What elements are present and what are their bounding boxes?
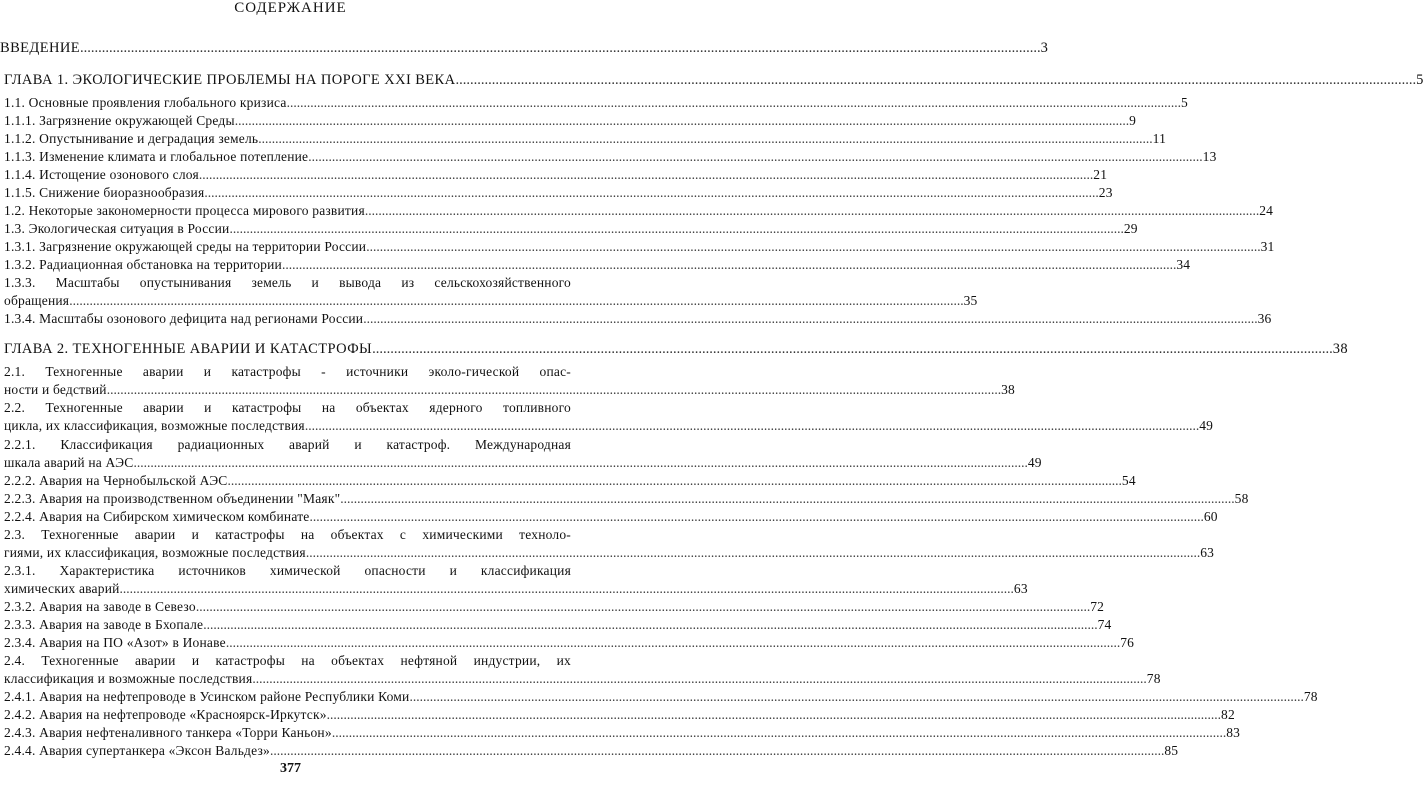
toc-entry-page: 36 bbox=[1257, 311, 1272, 326]
toc-entry-page: 49 bbox=[1027, 455, 1042, 470]
toc-entry bbox=[4, 382, 1015, 398]
leader-dots bbox=[340, 491, 1234, 507]
toc-entry-title: 1.1.5. Снижение биоразнообразия bbox=[4, 185, 205, 200]
leader-dots bbox=[199, 167, 1093, 183]
toc-entry-title: 2.4.4. Авария супертанкера «Эксон Вальдез» bbox=[4, 743, 270, 758]
toc-entry-page: 74 bbox=[1097, 617, 1112, 632]
toc-entry-title: 2.4.2. Авария на нефтепроводе «Красноярск-Иркутск» bbox=[4, 707, 327, 722]
toc-entry-page: 21 bbox=[1093, 167, 1108, 182]
toc-entry-page: 38 bbox=[1001, 382, 1015, 397]
leader-dots bbox=[455, 72, 1416, 89]
leader-dots bbox=[270, 743, 1164, 759]
toc-entry bbox=[4, 113, 1137, 129]
toc-entry bbox=[4, 95, 1188, 111]
toc-entry-title: 2.2.4. Авария на Сибирском химическом комбинате bbox=[4, 509, 310, 524]
toc-entry bbox=[4, 617, 1112, 633]
toc-entry-title: 1.3.4. Масштабы озонового дефицита над регионами России bbox=[4, 311, 364, 326]
leader-dots bbox=[235, 113, 1129, 129]
toc-entry bbox=[4, 455, 1042, 471]
toc-entry bbox=[4, 239, 1275, 255]
toc-entry bbox=[4, 131, 1167, 147]
leader-dots bbox=[306, 545, 1200, 561]
toc-entry bbox=[4, 635, 1135, 651]
toc-entry-page: 78 bbox=[1303, 689, 1318, 704]
toc-entry bbox=[4, 167, 1108, 183]
leader-dots bbox=[332, 725, 1226, 741]
toc-entry-page: 54 bbox=[1121, 473, 1136, 488]
toc-entry-page: 24 bbox=[1259, 203, 1274, 218]
toc-entry bbox=[4, 149, 1217, 165]
toc-entry-title-line1: 2.1. Техногенные аварии и катастрофы - источники эколо-гической опас- bbox=[4, 364, 571, 379]
leader-dots bbox=[363, 311, 1257, 327]
toc-entry bbox=[0, 40, 1049, 57]
toc-entry-title: ГЛАВА 1. ЭКОЛОГИЧЕСКИЕ ПРОБЛЕМЫ НА ПОРОГЕ XXI ВЕКА bbox=[4, 72, 456, 88]
leader-dots bbox=[287, 95, 1181, 111]
toc-entry-title: 2.2.3. Авария на производственном объединении "Маяк" bbox=[4, 491, 341, 506]
toc-entry-page: 3 bbox=[1040, 40, 1049, 56]
toc-entry bbox=[4, 185, 1113, 201]
toc-entry-title: 1.2. Некоторые закономерности процесса мирового развития bbox=[4, 203, 365, 218]
toc-entry-page: 72 bbox=[1090, 599, 1105, 614]
toc-entry bbox=[4, 689, 1318, 705]
toc-entry bbox=[4, 707, 1235, 723]
toc-entry-title: 1.1.3. Изменение климата и глобальное потепление bbox=[4, 149, 309, 164]
leader-dots bbox=[120, 581, 1014, 597]
toc-entry bbox=[4, 341, 1349, 358]
toc-entry-page: 29 bbox=[1123, 221, 1138, 236]
toc-entry bbox=[4, 293, 978, 309]
toc-entry bbox=[4, 671, 1161, 687]
toc-entry-title: классификация и возможные последствия bbox=[4, 671, 253, 686]
toc-entry-title: 2.4.1. Авария на нефтепроводе в Усинском районе Республики Коми bbox=[4, 689, 410, 704]
toc-entry bbox=[4, 221, 1138, 237]
toc-entry bbox=[4, 473, 1136, 489]
toc-entry-title: 1.1.4. Истощение озонового слоя bbox=[4, 167, 199, 182]
toc-entry-title: шкала аварий на АЭС bbox=[4, 455, 134, 470]
leader-dots bbox=[372, 341, 1333, 358]
page-title: СОДЕРЖАНИЕ bbox=[234, 0, 347, 16]
toc-entry-title-line1: 2.3.1. Характеристика источников химической опасности и классификация bbox=[4, 563, 571, 578]
leader-dots bbox=[80, 40, 1041, 57]
leader-dots bbox=[133, 455, 1027, 471]
toc-entry-page: 82 bbox=[1221, 707, 1235, 722]
toc-entry-page: 31 bbox=[1260, 239, 1275, 254]
toc-entry bbox=[4, 203, 1274, 219]
leader-dots bbox=[282, 257, 1176, 273]
toc-entry-page: 23 bbox=[1098, 185, 1113, 200]
toc-entry-title: ВВЕДЕНИЕ bbox=[0, 40, 80, 56]
toc-entry-page: 9 bbox=[1129, 113, 1137, 128]
toc-entry bbox=[4, 418, 1214, 434]
toc-entry-page: 63 bbox=[1013, 581, 1028, 596]
toc-entry bbox=[4, 545, 1215, 561]
toc-entry bbox=[4, 599, 1105, 615]
leader-dots bbox=[308, 149, 1202, 165]
leader-dots bbox=[366, 239, 1260, 255]
leader-dots bbox=[196, 599, 1090, 615]
toc-entry-title: 1.3.2. Радиационная обстановка на территории bbox=[4, 257, 282, 272]
toc-entry-title: 1.3.1. Загрязнение окружающей среды на территории России bbox=[4, 239, 367, 254]
toc-entry-title-line1: 2.2. Техногенные аварии и катастрофы на объектах ядерного топливного bbox=[4, 400, 571, 415]
leader-dots bbox=[69, 293, 963, 309]
toc-entry-title: 2.3.4. Авария на ПО «Азот» в Ионаве bbox=[4, 635, 226, 650]
toc-entry-page: 49 bbox=[1199, 418, 1214, 433]
toc-entry-page: 11 bbox=[1152, 131, 1167, 146]
toc-entry-title: ГЛАВА 2. ТЕХНОГЕННЫЕ АВАРИИ И КАТАСТРОФЫ bbox=[4, 341, 373, 357]
leader-dots bbox=[309, 509, 1203, 525]
toc-entry-title: обращения bbox=[4, 293, 70, 308]
toc-entry bbox=[4, 72, 1424, 89]
toc-entry-title: 2.2.2. Авария на Чернобыльской АЭС bbox=[4, 473, 228, 488]
toc-entry-title: 1.1.1. Загрязнение окружающей Среды bbox=[4, 113, 235, 128]
toc-entry-page: 58 bbox=[1234, 491, 1249, 506]
toc-entry-title: химических аварий bbox=[4, 581, 120, 596]
toc-entry-title: гиями, их классификация, возможные последствия bbox=[4, 545, 306, 560]
toc-entry bbox=[4, 725, 1241, 741]
toc-entry-title: 1.1.2. Опустынивание и деградация земель bbox=[4, 131, 259, 146]
toc-entry-page: 60 bbox=[1203, 509, 1218, 524]
toc-entry-title: 1.1. Основные проявления глобального кризиса bbox=[4, 95, 287, 110]
leader-dots bbox=[204, 185, 1098, 201]
toc-entry-title: 1.3. Экологическая ситуация в России bbox=[4, 221, 230, 236]
leader-dots bbox=[305, 418, 1199, 434]
leader-dots bbox=[226, 635, 1120, 651]
toc-entry bbox=[4, 257, 1191, 273]
page-number: 377 bbox=[280, 761, 301, 776]
toc-entry-title-line1: 2.2.1. Классификация радиационных аварий и катастроф. Международная bbox=[4, 437, 571, 452]
toc-entry-page: 35 bbox=[963, 293, 978, 308]
leader-dots bbox=[327, 707, 1221, 723]
toc-entry-title: 2.3.2. Авария на заводе в Севезо bbox=[4, 599, 196, 614]
toc-entry-title-line1: 2.3. Техногенные аварии и катастрофы на объектах с химическими техноло- bbox=[4, 527, 571, 542]
toc-entry-title-line1: 2.4. Техногенные аварии и катастрофы на объектах нефтяной индустрии, их bbox=[4, 653, 571, 668]
leader-dots bbox=[203, 617, 1097, 633]
leader-dots bbox=[252, 671, 1146, 687]
toc-entry-title: ности и бедствий bbox=[4, 382, 107, 397]
toc-entry-title: цикла, их классификация, возможные последствия bbox=[4, 418, 305, 433]
toc-entry bbox=[4, 491, 1249, 507]
toc-entry-page: 34 bbox=[1176, 257, 1191, 272]
toc-entry-page: 76 bbox=[1120, 635, 1135, 650]
leader-dots bbox=[107, 382, 1001, 398]
leader-dots bbox=[365, 203, 1259, 219]
leader-dots bbox=[258, 131, 1152, 147]
leader-dots bbox=[409, 689, 1303, 705]
toc-entry-title: 2.4.3. Авария нефтеналивного танкера «Торри Каньон» bbox=[4, 725, 332, 740]
toc-entry-title: 2.3.3. Авария на заводе в Бхопале bbox=[4, 617, 204, 632]
toc-entry-page: 5 bbox=[1416, 72, 1424, 88]
leader-dots bbox=[229, 221, 1123, 237]
toc-entry-title-line1: 1.3.3. Масштабы опустынивания земель и вывода из сельскохозяйственного bbox=[4, 275, 571, 290]
toc-entry bbox=[4, 509, 1218, 525]
toc-entry-page: 38 bbox=[1332, 341, 1349, 357]
toc-entry-page: 63 bbox=[1200, 545, 1215, 560]
toc-entry-page: 85 bbox=[1164, 743, 1179, 758]
toc-entry-page: 13 bbox=[1202, 149, 1217, 164]
toc-entry bbox=[4, 743, 1179, 759]
leader-dots bbox=[228, 473, 1122, 489]
toc-entry-page: 78 bbox=[1146, 671, 1161, 686]
toc-entry bbox=[4, 581, 1028, 597]
toc-entry bbox=[4, 311, 1272, 327]
toc-entry-page: 83 bbox=[1226, 725, 1241, 740]
toc-entry-page: 5 bbox=[1180, 95, 1188, 110]
